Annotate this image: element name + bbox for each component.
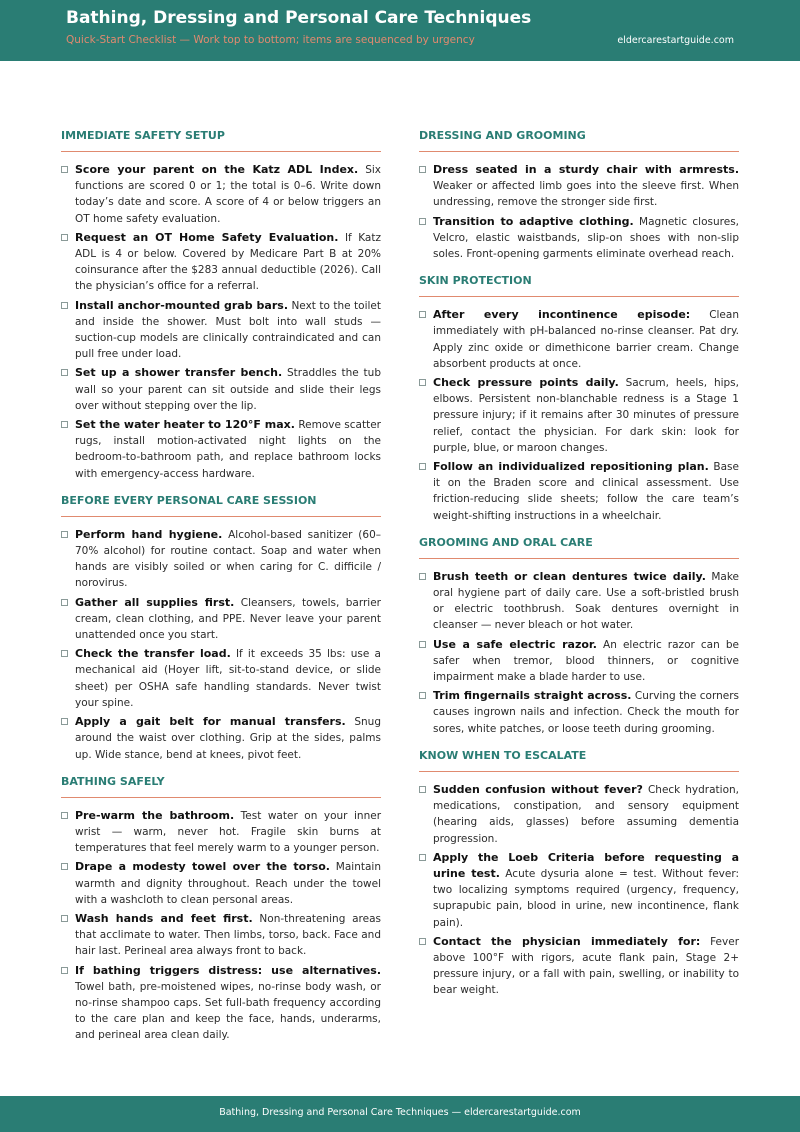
checkbox[interactable] bbox=[61, 915, 68, 922]
checkbox[interactable] bbox=[419, 938, 426, 945]
section-bathing-safely bbox=[61, 775, 381, 1044]
section-dressing-and-grooming bbox=[419, 129, 739, 262]
checkbox[interactable] bbox=[61, 967, 68, 974]
checklist-item bbox=[419, 214, 739, 263]
checkbox[interactable] bbox=[61, 302, 68, 309]
section-heading: IMMEDIATE SAFETY SETUP bbox=[61, 129, 381, 152]
checkbox[interactable] bbox=[419, 218, 426, 225]
item-text: Clean immediately with pH-balanced no-rinse cleanser. Pat dry. Apply zinc oxide or dimethicone barrier cream. Change absorbent products at once. bbox=[433, 309, 739, 370]
item-lead: Use a safe electric razor. bbox=[433, 637, 597, 651]
section-immediate-safety-setup bbox=[61, 129, 381, 482]
checklist-item bbox=[419, 688, 739, 737]
item-lead: If bathing triggers distress: use alternatives. bbox=[75, 963, 381, 977]
checklist-item bbox=[419, 569, 739, 634]
item-lead: Gather all supplies first. bbox=[75, 595, 235, 609]
checklist-item bbox=[61, 911, 381, 960]
section-heading: DRESSING AND GROOMING bbox=[419, 129, 739, 152]
item-lead: Check the transfer load. bbox=[75, 647, 231, 661]
left-column bbox=[61, 129, 381, 1056]
footer-text: Bathing, Dressing and Personal Care Techniques — eldercarestartguide.com bbox=[219, 1107, 581, 1118]
item-text: Alcohol-based sanitizer (60–70% alcohol) for routine contact. Soap and water when hands are visibly soiled or when caring for C. difficile / norovirus. bbox=[75, 528, 381, 590]
checkbox[interactable] bbox=[419, 379, 426, 386]
section-heading: BATHING SAFELY bbox=[61, 775, 381, 798]
checkbox[interactable] bbox=[61, 812, 68, 819]
checkbox[interactable] bbox=[61, 369, 68, 376]
checklist-item bbox=[61, 859, 381, 908]
item-text: Curving the corners causes ingrown nails and infection. Check the mouth for sores, white patches, or loose teeth during grooming. bbox=[433, 690, 739, 735]
checkbox[interactable] bbox=[61, 234, 68, 241]
item-text: Magnetic closures, Velcro, elastic waistbands, slip-on shoes with non-slip soles. Front-opening garments eliminate overhead reach. bbox=[433, 215, 739, 261]
checkbox[interactable] bbox=[61, 718, 68, 725]
section-before-personal-care bbox=[61, 494, 381, 763]
page-title: Bathing, Dressing and Personal Care Techniques bbox=[66, 8, 532, 28]
item-lead: Apply a gait belt for manual transfers. bbox=[75, 715, 346, 729]
item-text: If Katz ADL is 4 or below. Covered by Medicare Part B at 20% coinsurance after the $283 annual deductible (2026). Call the physician’s office for a referral. bbox=[75, 231, 381, 293]
right-column bbox=[419, 129, 739, 1011]
section-heading: BEFORE EVERY PERSONAL CARE SESSION bbox=[61, 494, 381, 517]
page-header bbox=[0, 0, 800, 61]
checkbox[interactable] bbox=[61, 650, 68, 657]
section-heading: KNOW WHEN TO ESCALATE bbox=[419, 749, 739, 772]
item-text: Remove scatter rugs, install motion-activated night lights on the bedroom-to-bathroom path, and replace bathroom locks with emergency-access hardware. bbox=[75, 419, 381, 480]
item-lead: Score your parent on the Katz ADL Index. bbox=[75, 163, 359, 176]
checklist-item bbox=[61, 808, 381, 857]
section-heading: GROOMING AND ORAL CARE bbox=[419, 536, 739, 559]
section-skin-protection bbox=[419, 274, 739, 524]
item-text: Towel bath, pre-moistened wipes, no-rinse body wash, or no-rinse shampoo caps. Set full-bath frequency according to the care plan and keep the face, hands, underarms, and perineal area clean daily. bbox=[75, 980, 381, 1042]
item-lead: Perform hand hygiene. bbox=[75, 527, 223, 541]
checklist-item bbox=[61, 417, 381, 482]
section-heading: SKIN PROTECTION bbox=[419, 274, 739, 297]
checkbox[interactable] bbox=[61, 421, 68, 428]
item-text: Snug around the waist over clothing. Grip at the sides, palms up. Wide stance, bend at knees, pivot feet. bbox=[75, 716, 381, 761]
item-text: Next to the toilet and inside the shower. Must bolt into wall studs — suction-cup models are clinically contraindicated and can pull free under load. bbox=[75, 299, 381, 361]
checkbox[interactable] bbox=[419, 311, 426, 318]
checklist-item bbox=[419, 934, 739, 999]
page-subtitle: Quick-Start Checklist — Work top to bottom; items are sequenced by urgency bbox=[66, 34, 475, 46]
checkbox[interactable] bbox=[419, 463, 426, 470]
checklist-item bbox=[61, 595, 381, 644]
checkbox[interactable] bbox=[61, 599, 68, 606]
item-text: Cleansers, towels, barrier cream, clean clothing, and PPE. Never leave your parent unattended once you start. bbox=[75, 596, 381, 642]
checkbox[interactable] bbox=[419, 166, 426, 173]
checklist-item bbox=[61, 646, 381, 711]
item-lead: Brush teeth or clean dentures twice daily. bbox=[433, 569, 706, 583]
item-lead: Transition to adaptive clothing. bbox=[433, 214, 634, 228]
item-lead: Pre-warm the bathroom. bbox=[75, 808, 235, 822]
item-text: Make oral hygiene part of daily care. Use a soft-bristled brush or electric toothbrush. Soak dentures overnight in cleanser — never bleach or hot water. bbox=[433, 570, 739, 632]
checkbox[interactable] bbox=[419, 854, 426, 861]
item-text: Straddles the tub wall so your parent can sit outside and slide their legs over without stepping over the lip. bbox=[75, 367, 381, 412]
checklist-item bbox=[419, 375, 739, 456]
item-text: Maintain warmth and dignity throughout. Reach under the towel with a washcloth to clean personal areas. bbox=[75, 861, 381, 906]
checkbox[interactable] bbox=[419, 641, 426, 648]
item-lead: Sudden confusion without fever? bbox=[433, 782, 643, 796]
checklist-item bbox=[419, 459, 739, 524]
checklist-item bbox=[419, 162, 739, 211]
item-text: Sacrum, heels, hips, elbows. Persistent non-blanchable redness is a Stage 1 pressure injury; if it remains after 30 minutes of pressure relief, contact the physician. For dark skin: look for purple, blue, or maroon changes. bbox=[433, 377, 739, 454]
checklist-item bbox=[61, 365, 381, 414]
item-text: Acute dysuria alone = test. Without fever: two localizing symptoms required (urgency, frequency, suprapubic pain, blood in urine, new incontinence, flank pain). bbox=[433, 867, 739, 929]
item-text: If it exceeds 35 lbs: use a mechanical aid (Hoyer lift, sit-to-stand device, or slide sheet) per OSHA safe handling standards. Never twist your spine. bbox=[75, 648, 381, 709]
checklist-item bbox=[61, 963, 381, 1044]
checklist-item bbox=[61, 527, 381, 592]
section-know-when-to-escalate bbox=[419, 749, 739, 999]
item-text: Check hydration, medications, constipation, and sensory equipment (hearing aids, glasses) before assuming dementia progression. bbox=[433, 783, 740, 845]
checklist-item bbox=[419, 782, 739, 847]
checkbox[interactable] bbox=[419, 786, 426, 793]
item-lead: Follow an individualized repositioning plan. bbox=[433, 460, 709, 474]
checklist-item bbox=[61, 162, 381, 227]
item-lead: Wash hands and feet first. bbox=[75, 911, 253, 925]
checkbox[interactable] bbox=[419, 573, 426, 580]
item-text: Base it on the Braden score and clinical assessment. Use friction-reducing slide sheets; follow the care team’s weight-shifting instructions in a wheelchair. bbox=[433, 461, 739, 522]
checklist-item bbox=[61, 714, 381, 763]
item-lead: Set the water heater to 120°F max. bbox=[75, 418, 295, 432]
item-lead: Trim fingernails straight across. bbox=[433, 689, 632, 703]
item-text: Six functions are scored 0 or 1; the total is 0–6. Write down today’s date and score. A score of 4 or below triggers an OT home safety evaluation. bbox=[75, 164, 381, 225]
item-lead: Contact the physician immediately for: bbox=[433, 934, 701, 948]
item-lead: Drape a modesty towel over the torso. bbox=[75, 860, 330, 874]
item-text: An electric razor can be safer when tremor, blood thinners, or cognitive impairment make a blade harder to use. bbox=[433, 638, 739, 684]
checklist-item bbox=[61, 230, 381, 295]
checklist-item bbox=[419, 637, 739, 686]
checklist-item bbox=[419, 307, 739, 372]
item-lead: Dress seated in a sturdy chair with armrests. bbox=[433, 163, 739, 176]
checkbox[interactable] bbox=[61, 166, 68, 173]
checklist-item bbox=[61, 298, 381, 363]
item-lead: Check pressure points daily. bbox=[433, 376, 619, 390]
item-lead: After every incontinence episode: bbox=[433, 308, 691, 322]
page-footer bbox=[0, 1096, 800, 1132]
item-lead: Apply the Loeb Criteria before requesting a urine test. bbox=[433, 850, 739, 880]
item-lead: Install anchor-mounted grab bars. bbox=[75, 298, 288, 312]
item-lead: Request an OT Home Safety Evaluation. bbox=[75, 230, 339, 244]
header-site-url: eldercarestartguide.com bbox=[617, 35, 734, 46]
item-text: Weaker or affected limb goes into the sleeve first. When undressing, remove the stronger side first. bbox=[433, 180, 739, 209]
item-text: Non-threatening areas that acclimate to water. Then limbs, torso, back. Face and hair last. Perineal area always front to back. bbox=[75, 912, 381, 958]
item-text: Fever above 100°F with rigors, acute flank pain, Stage 2+ pressure injury, or a fall with pain, swelling, or inability to bear weight. bbox=[433, 935, 740, 997]
item-lead: Set up a shower transfer bench. bbox=[75, 366, 283, 380]
checkbox[interactable] bbox=[419, 692, 426, 699]
checklist-item bbox=[419, 850, 739, 931]
checkbox[interactable] bbox=[61, 531, 68, 538]
item-text: Test water on your inner wrist — warm, never hot. Fragile skin burns at temperatures that feel merely warm to a younger person. bbox=[75, 809, 382, 855]
section-grooming-oral-care bbox=[419, 536, 739, 737]
checkbox[interactable] bbox=[61, 863, 68, 870]
